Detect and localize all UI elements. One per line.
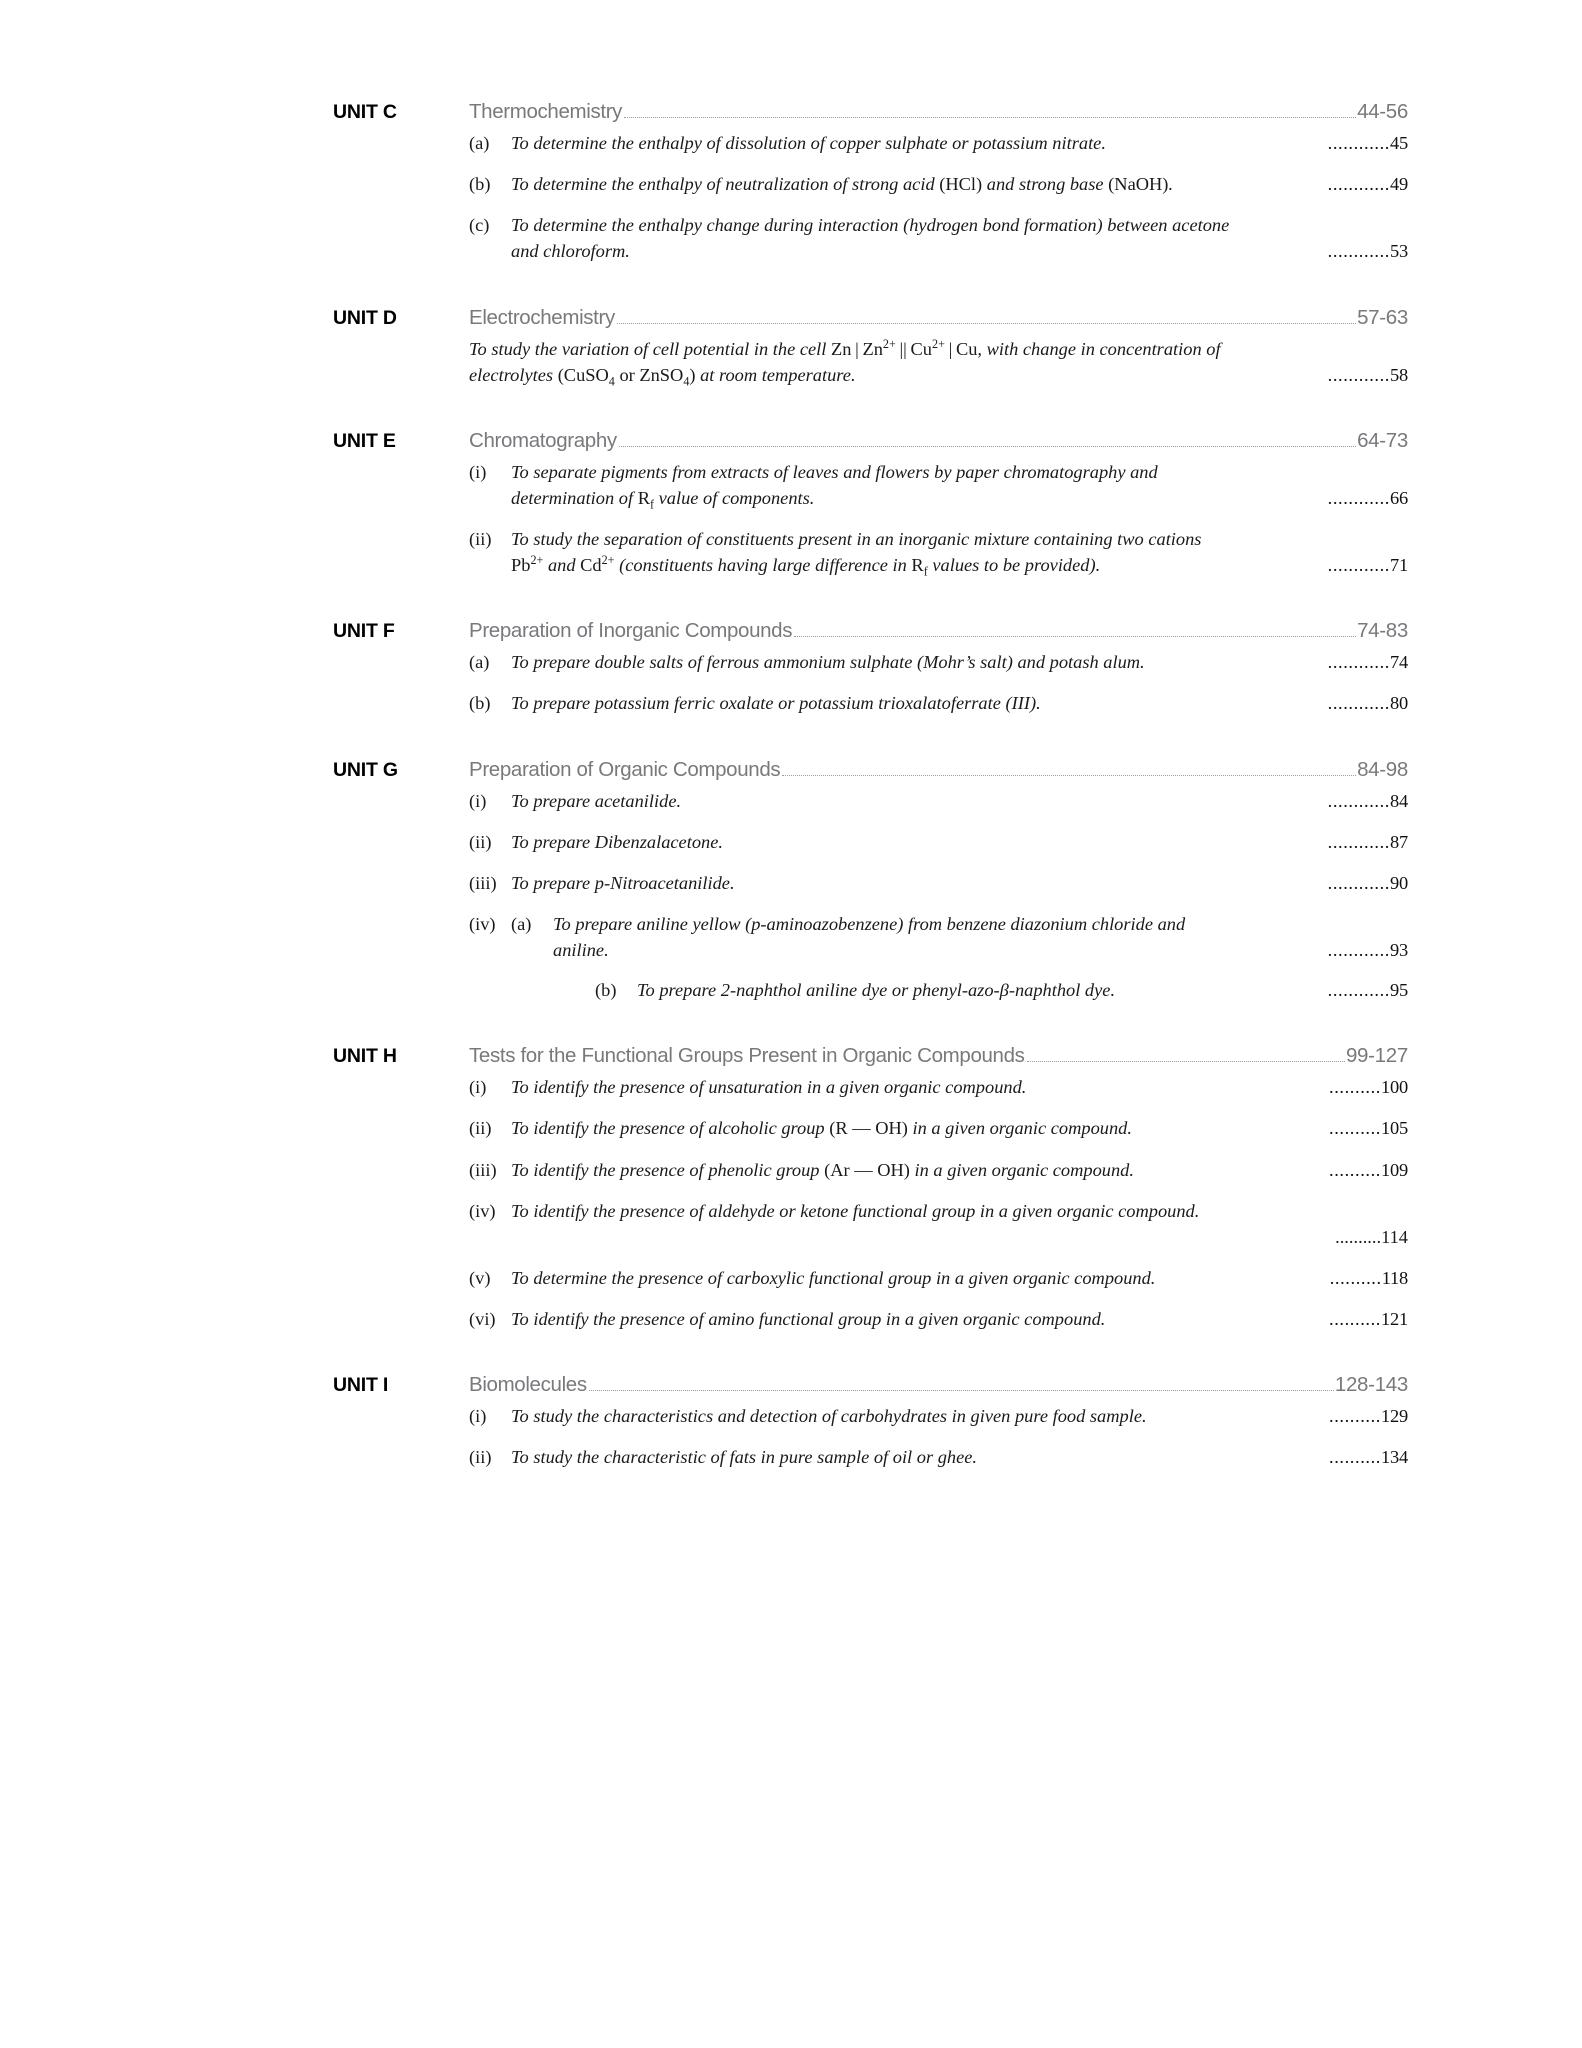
page-number: 93	[1390, 940, 1408, 960]
item-body	[469, 336, 1408, 388]
item-marker: (iii)	[469, 1159, 497, 1180]
item-text: To identify the presence of alcoholic group (R — OH) in a given organic compound.	[511, 1118, 1132, 1139]
item-page-number	[1328, 649, 1408, 675]
toc-subitem	[595, 977, 1408, 1003]
item-page-number	[1329, 1074, 1408, 1100]
item-page-number	[1329, 1157, 1408, 1183]
item-text: To determine the enthalpy of neutralization of strong acid (HCl) and strong base (NaOH).	[511, 174, 1174, 195]
item-marker: (b)	[469, 693, 491, 714]
unit-pages-i: 128-143	[1334, 1373, 1408, 1397]
page-number: 45	[1390, 133, 1408, 153]
page-number: 105	[1381, 1118, 1408, 1139]
leader-dots: ..........	[1329, 1267, 1382, 1288]
unit-heading-f	[333, 619, 1408, 643]
subitem-body	[637, 977, 1408, 1003]
unit-title-i: Biomolecules	[469, 1373, 587, 1397]
toc-item	[469, 212, 1408, 264]
toc-item	[469, 829, 1408, 855]
item-marker: (v)	[469, 1267, 491, 1288]
leader-dots: ............	[1327, 364, 1390, 385]
item-page-number	[511, 1224, 1408, 1250]
unit-heading-i	[333, 1373, 1408, 1397]
toc-item	[469, 690, 1408, 716]
toc-item	[469, 171, 1408, 197]
item-marker: (ii)	[469, 1447, 492, 1468]
item-page-number	[1328, 937, 1408, 963]
unit-title-d: Electrochemistry	[469, 305, 615, 329]
toc-item	[469, 1306, 1408, 1332]
item-body	[511, 690, 1408, 716]
unit-pages-d: 57-63	[1357, 305, 1408, 329]
item-body	[511, 130, 1408, 156]
item-page-number	[1328, 829, 1408, 855]
unit-heading-c	[333, 100, 1408, 124]
page-number: 114	[1381, 1226, 1408, 1247]
item-text: To prepare aniline yellow (p-aminoazobenzene) from benzene diazonium chloride and	[553, 913, 1186, 934]
item-text: To study the separation of constituents present in an inorganic mixture containing two cations	[511, 529, 1202, 549]
toc-item	[469, 526, 1408, 578]
toc-item	[469, 1157, 1408, 1183]
item-text: To identify the presence of amino functional group in a given organic compound.	[511, 1309, 1106, 1329]
leader-dots: ............	[1327, 693, 1390, 714]
unit-items-i	[469, 1403, 1408, 1470]
item-page-number	[1328, 690, 1408, 716]
item-marker: (iv)	[469, 913, 496, 934]
toc-item	[469, 130, 1408, 156]
item-text: To identify the presence of aldehyde or ketone functional group in a given organic compound.	[511, 1200, 1200, 1221]
unit-label-i: UNIT I	[333, 1374, 389, 1397]
item-marker: (b)	[469, 174, 491, 195]
leader-dots	[782, 774, 1356, 776]
page-number: 129	[1381, 1406, 1408, 1427]
leader-dots	[624, 116, 1356, 118]
page-number: 87	[1390, 831, 1408, 852]
item-marker: (ii)	[469, 1118, 492, 1139]
item-marker: (a)	[469, 133, 490, 153]
subitem-page-number	[1328, 977, 1408, 1003]
unit-title-c: Thermochemistry	[469, 100, 623, 123]
item-body	[511, 212, 1408, 264]
leader-dots: ..........	[1329, 1309, 1381, 1329]
unit-pages-e: 64-73	[1357, 428, 1408, 452]
page-number: 121	[1381, 1309, 1408, 1329]
item-text: To prepare p-Nitroacetanilide.	[511, 872, 735, 893]
unit-title-row-i	[469, 1373, 1408, 1397]
leader-dots: ............	[1327, 872, 1390, 893]
item-text: To identify the presence of phenolic group (Ar — OH) in a given organic compound.	[511, 1159, 1134, 1180]
toc-item	[469, 1444, 1408, 1470]
item-body	[511, 1444, 1408, 1470]
item-page-number	[1328, 485, 1408, 511]
item-marker: (iii)	[469, 872, 497, 893]
item-marker: (i)	[469, 790, 487, 811]
unit-pages-h: 99-127	[1345, 1044, 1408, 1068]
leader-dots: ..........	[1335, 1226, 1382, 1247]
item-body	[511, 1115, 1408, 1141]
leader-dots: ............	[1327, 133, 1390, 153]
item-page-number	[1328, 788, 1408, 814]
item-text-continued: $Pb^{2+}$ and $Cd^{2+}$ (constituents having large difference in $R_f$ values to be provided).	[511, 553, 1101, 579]
leader-dots	[589, 1389, 1334, 1391]
unit-title-row-g	[469, 758, 1408, 782]
item-body	[511, 1306, 1408, 1332]
item-marker: (i)	[469, 461, 487, 482]
item-text: To determine the enthalpy change during interaction (hydrogen bond formation) between acetone	[511, 215, 1230, 236]
item-page-number	[1328, 552, 1408, 578]
unit-title-row-c	[469, 100, 1408, 124]
leader-dots: ..........	[1329, 1118, 1381, 1139]
item-text-continued: determination of $R_f$ value of components.	[511, 487, 815, 512]
unit-heading-g	[333, 758, 1408, 782]
item-marker: (vi)	[469, 1309, 496, 1329]
item-text: To prepare double salts of ferrous ammonium sulphate (Mohr’s salt) and potash alum.	[511, 652, 1145, 673]
item-marker: (ii)	[469, 529, 492, 549]
unit-pages-c: 44-56	[1357, 100, 1408, 123]
item-page-number	[1329, 1115, 1408, 1141]
unit-pages-g: 84-98	[1357, 757, 1408, 781]
page-number: 49	[1390, 174, 1408, 195]
leader-dots: ............	[1327, 652, 1390, 673]
item-body	[511, 526, 1408, 578]
item-text: To prepare acetanilide.	[511, 790, 682, 811]
item-text: To prepare Dibenzalacetone.	[511, 831, 723, 852]
leader-dots	[619, 445, 1356, 447]
page-number: 109	[1381, 1159, 1408, 1180]
unit-block-d	[333, 306, 1408, 388]
toc-item	[469, 911, 1408, 1003]
unit-title-row-d	[469, 306, 1408, 330]
unit-title-f: Preparation of Inorganic Compounds	[469, 619, 793, 643]
leader-dots	[794, 635, 1356, 637]
unit-block-c	[333, 100, 1408, 265]
item-marker: (a)	[469, 652, 490, 673]
item-page-number	[1328, 870, 1408, 896]
toc-item	[469, 1265, 1408, 1291]
leader-dots: ..........	[1329, 1406, 1381, 1427]
item-marker: (iv)	[469, 1200, 496, 1221]
item-text: To study the characteristics and detection of carbohydrates in given pure food sample.	[511, 1406, 1147, 1427]
item-body	[511, 1265, 1408, 1291]
item-text: To prepare potassium ferric oxalate or potassium trioxalatoferrate (III).	[511, 693, 1041, 714]
item-text-continued: and chloroform.	[511, 241, 630, 262]
unit-items-f	[469, 649, 1408, 716]
leader-dots: ..........	[1329, 1159, 1381, 1180]
item-body	[511, 459, 1408, 511]
item-body	[511, 870, 1408, 896]
leader-dots: ............	[1327, 831, 1390, 852]
item-page-number	[1328, 130, 1408, 156]
leader-dots: ............	[1327, 980, 1390, 1001]
leader-dots: ............	[1327, 940, 1390, 960]
item-marker: (i)	[469, 1406, 487, 1427]
item-body	[511, 1198, 1408, 1250]
leader-dots: ............	[1327, 790, 1390, 811]
toc-item	[469, 649, 1408, 675]
page-number: 80	[1390, 693, 1408, 714]
unit-title-h: Tests for the Functional Groups Present in Organic Compounds	[469, 1044, 1025, 1068]
toc-item	[469, 336, 1408, 388]
item-text-continued: electrolytes (CuSO$_4$ or ZnSO$_4$) at room temperature.	[469, 364, 856, 389]
item-marker: (i)	[469, 1077, 487, 1098]
toc-item	[469, 1403, 1408, 1429]
item-body	[511, 1403, 1408, 1429]
toc-item	[469, 870, 1408, 896]
unit-block-f	[333, 619, 1408, 716]
leader-dots: ..........	[1329, 1447, 1381, 1468]
unit-label-d: UNIT D	[333, 306, 397, 329]
unit-label-c: UNIT C	[333, 101, 397, 123]
page-number: 84	[1390, 790, 1408, 811]
page-number: 74	[1390, 652, 1408, 673]
unit-title-g: Preparation of Organic Compounds	[469, 757, 781, 781]
unit-heading-e	[333, 429, 1408, 453]
item-text: To study the variation of cell potential in the cell Zn | $Zn^{2+}$ || $Cu^{2+}$ | Cu, with change in concentration of	[469, 336, 1221, 359]
item-text: To identify the presence of unsaturation in a given organic compound.	[511, 1077, 1027, 1098]
item-text: To determine the enthalpy of dissolution of copper sulphate or potassium nitrate.	[511, 133, 1106, 153]
item-text: To separate pigments from extracts of leaves and flowers by paper chromatography and	[511, 461, 1158, 482]
unit-title-row-h	[469, 1044, 1408, 1068]
leader-dots	[1027, 1060, 1345, 1062]
unit-label-g: UNIT G	[333, 758, 398, 781]
unit-block-h	[333, 1044, 1408, 1332]
toc-item	[469, 1074, 1408, 1100]
item-body	[511, 829, 1408, 855]
page-number: 66	[1390, 487, 1408, 508]
item-submarker: (a)	[511, 913, 532, 934]
unit-title-row-f	[469, 619, 1408, 643]
item-page-number	[1330, 1265, 1408, 1291]
unit-heading-d	[333, 306, 1408, 330]
unit-label-e: UNIT E	[333, 429, 396, 452]
item-body	[511, 171, 1408, 197]
page-number: 58	[1390, 364, 1408, 385]
item-page-number	[1329, 1444, 1408, 1470]
page-number: 95	[1390, 980, 1408, 1001]
unit-block-e	[333, 429, 1408, 579]
unit-items-e	[469, 459, 1408, 579]
item-page-number	[1328, 171, 1408, 197]
toc-item	[469, 1115, 1408, 1141]
item-page-number	[1329, 1403, 1408, 1429]
item-text: To determine the presence of carboxylic functional group in a given organic compound.	[511, 1267, 1156, 1288]
leader-dots	[617, 322, 1356, 324]
item-body	[511, 1157, 1408, 1183]
item-text-continued: aniline.	[553, 940, 609, 960]
leader-dots: ............	[1327, 487, 1390, 508]
page-number: 134	[1381, 1447, 1408, 1468]
unit-title-e: Chromatography	[469, 428, 617, 452]
unit-label-f: UNIT F	[333, 620, 395, 643]
unit-heading-h	[333, 1044, 1408, 1068]
page-number: 90	[1390, 872, 1408, 893]
unit-items-c	[469, 130, 1408, 265]
subitem-marker: (b)	[595, 980, 617, 1001]
toc-item	[469, 459, 1408, 511]
unit-label-h: UNIT H	[333, 1045, 397, 1068]
unit-items-g	[469, 788, 1408, 1004]
table-of-contents	[333, 100, 1408, 1485]
item-body	[511, 788, 1408, 814]
toc-item	[469, 1198, 1408, 1250]
item-body	[511, 1074, 1408, 1100]
page-number: 53	[1390, 241, 1408, 262]
unit-title-row-e	[469, 429, 1408, 453]
leader-dots: ............	[1327, 241, 1390, 262]
leader-dots: ............	[1327, 174, 1390, 195]
item-page-number	[1328, 238, 1408, 264]
page-number: 118	[1381, 1267, 1408, 1288]
item-marker: (ii)	[469, 831, 492, 852]
leader-dots: ..........	[1329, 1077, 1381, 1098]
item-body	[553, 911, 1408, 1003]
leader-dots: ............	[1327, 555, 1390, 576]
unit-items-d	[469, 336, 1408, 388]
item-marker: (c)	[469, 215, 490, 236]
toc-item	[469, 788, 1408, 814]
unit-block-g	[333, 758, 1408, 1004]
unit-items-h	[469, 1074, 1408, 1332]
subitem-text: To prepare 2-naphthol aniline dye or phenyl-azo-β-naphthol dye.	[637, 980, 1116, 1001]
unit-block-i	[333, 1373, 1408, 1470]
page-number: 71	[1390, 555, 1408, 576]
unit-pages-f: 74-83	[1357, 619, 1408, 643]
item-page-number	[1328, 362, 1408, 388]
item-page-number	[1329, 1306, 1408, 1332]
item-body	[511, 649, 1408, 675]
item-text: To study the characteristic of fats in pure sample of oil or ghee.	[511, 1447, 978, 1468]
page-number: 100	[1381, 1077, 1408, 1098]
